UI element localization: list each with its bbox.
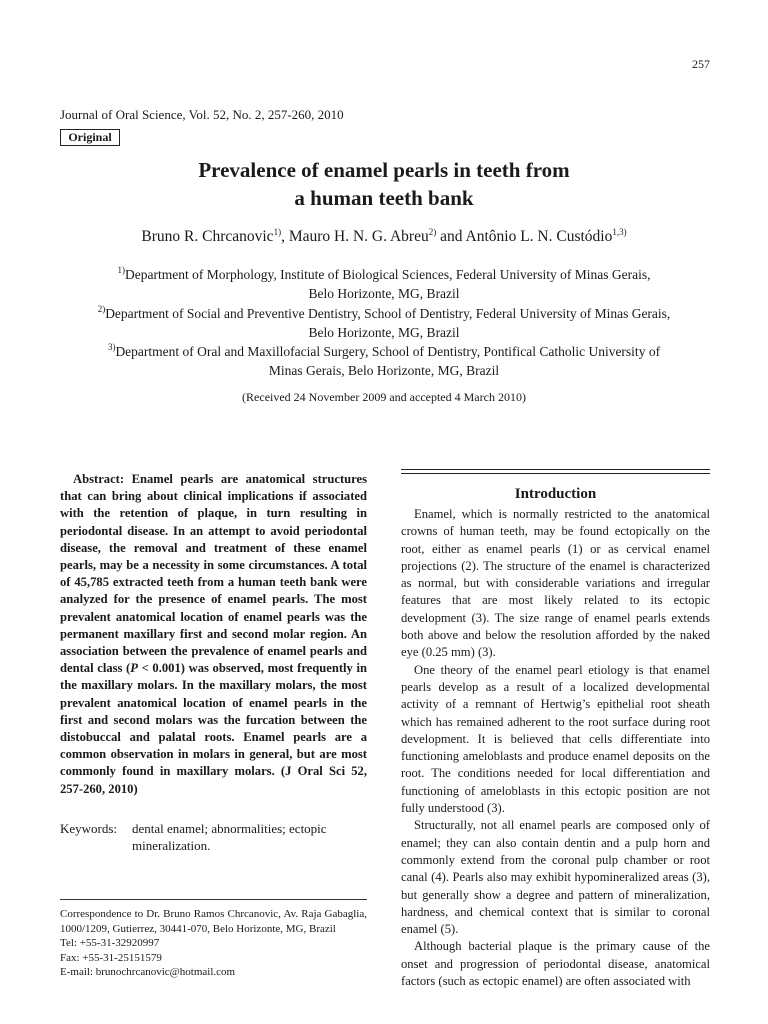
affiliation-line: Belo Horizonte, MG, Brazil	[308, 324, 460, 340]
abstract-text: < 0.001) was observed, most frequently in the maxillary molars. In the maxillary molars, the most prevalent anatomical location of enamel pearls in the first and second molars was the furcation between the distobuccal and palatal roots. Enamel pearls are a common observation in molars in general, but are most commonly found in maxillary molars. (J Oral Sci 52, 257-260, 2010)	[60, 661, 368, 796]
author-name: Mauro H. N. G. Abreu	[288, 228, 429, 245]
journal-citation: Journal of Oral Science, Vol. 52, No. 2, 257-260, 2010	[60, 107, 344, 122]
affiliation-mark: 3)	[107, 342, 116, 353]
paragraph: Structurally, not all enamel pearls are composed only of enamel; they can also contain dentin and a pulp horn and commonly extend from the coronal pulp chamber or root canal (4). Pearls also may exhibit hypomineralized areas (3), but generally show a degree and pattern of mineralization, hardness, and chemical context that is similar to coronal enamel (5).	[401, 818, 710, 937]
abstract	[60, 471, 367, 798]
author-affiliation-mark: 1,3)	[612, 227, 627, 237]
author-affiliation-mark: 1)	[273, 227, 282, 237]
p-value-symbol: P	[130, 661, 138, 676]
keywords-text: dental enamel; abnormalities; ectopic	[132, 821, 327, 836]
affiliation-line	[0, 304, 768, 323]
keywords-label: Keywords:	[60, 821, 118, 836]
title-line-2: a human teeth bank	[294, 186, 474, 210]
author-affiliation-mark: 2)	[428, 227, 437, 237]
affiliation-mark: 1)	[117, 265, 125, 275]
article-type-badge: Original	[60, 129, 120, 146]
abstract-label: Abstract:	[73, 472, 125, 486]
affiliation-text: Department of Social and Preventive Dentistry, School of Dentistry, Federal University of Minas Gerais,	[105, 305, 671, 321]
affiliation-line: Minas Gerais, Belo Horizonte, MG, Brazil	[268, 363, 500, 379]
author-list	[0, 228, 768, 246]
keywords-text-continued: mineralization.	[132, 838, 211, 853]
correspondence-email: E-mail: brunochrcanovic@hotmail.com	[60, 966, 236, 979]
introduction-body	[401, 506, 710, 990]
keywords	[60, 820, 367, 838]
column-divider-thin	[401, 473, 710, 474]
affiliation-text: Department of Morphology, Institute of Biological Sciences, Federal University of Minas Gerais,	[124, 267, 651, 282]
affiliation-line	[0, 265, 768, 284]
correspondence-fax: Fax: +55-31-25151579	[60, 951, 162, 964]
paragraph: Although bacterial plaque is the primary cause of the onset and progression of periodontal disease, anatomical factors (such as ectopic enamel) are often associated with	[401, 939, 710, 989]
affiliation-line: Belo Horizonte, MG, Brazil	[308, 286, 460, 302]
author-separator: and	[436, 228, 466, 245]
paragraph: One theory of the enamel pearl etiology is that enamel pearls develop as a result of a localized developmental activity of a remnant of Hertwig’s epithelial root sheath which has remained adherent to the root surface during root development. It is believed that cells differentiate into functioning ameloblasts and produce enamel deposits on the root. The conditions needed for local differentiation and functioning of ameloblasts in this ectopic position are not fully understood (3).	[401, 662, 710, 816]
column-divider-thick	[401, 469, 710, 470]
affiliation-line	[0, 342, 768, 361]
page-number: 257	[692, 57, 710, 71]
affiliation-text: Department of Oral and Maxillofacial Surgery, School of Dentistry, Pontifical Catholic University of	[115, 344, 661, 360]
correspondence-footnote	[60, 907, 367, 980]
received-dates: (Received 24 November 2009 and accepted 4 March 2010)	[242, 390, 526, 404]
paragraph: Enamel, which is normally restricted to the anatomical crowns of human teeth, may be found ectopically on the root, either as enamel pearls (1) or as cervical enamel projections (2). The structure of the enamel is characterized as normal, but with considerable variations and irregular features that are most likely related to its ectopic development (3). The size range of enamel pearls extends both above and below the resolution afforded by the naked eye (0.25 mm) (3).	[401, 507, 710, 660]
author-name: Antônio L. N. Custódio	[465, 228, 613, 245]
footnote-divider	[60, 899, 367, 900]
abstract-text: Enamel pearls are anatomical structures that can bring about clinical implications if associated with the retention of plaque, in turn resulting in periodontal disease. In an attempt to avoid periodontal disease, the removal and treatment of these enamel pearls, may be a necessity in some circumstances. A total of 45,785 extracted teeth from a human teeth bank were analyzed for the presence of enamel pearls. The most prevalent anatomical location of enamel pearls was the permanent maxillary first and second molar region. An association between the prevalence of enamel pearls and dental class (	[60, 472, 367, 676]
article-title	[0, 156, 768, 212]
title-line-1: Prevalence of enamel pearls in teeth from	[198, 158, 570, 182]
correspondence-address: Correspondence to Dr. Bruno Ramos Chrcanovic, Av. Raja Gabaglia, 1000/1209, Gutierrez, 30441-070, Belo Horizonte, MG, Brazil	[60, 908, 367, 935]
author-name: Bruno R. Chrcanovic	[141, 228, 274, 245]
affiliation-list	[0, 265, 768, 381]
affiliation-mark: 2)	[97, 303, 106, 314]
author-separator: ,	[281, 228, 289, 245]
correspondence-tel: Tel: +55-31-32920997	[60, 937, 160, 950]
section-heading: Introduction	[514, 486, 597, 502]
